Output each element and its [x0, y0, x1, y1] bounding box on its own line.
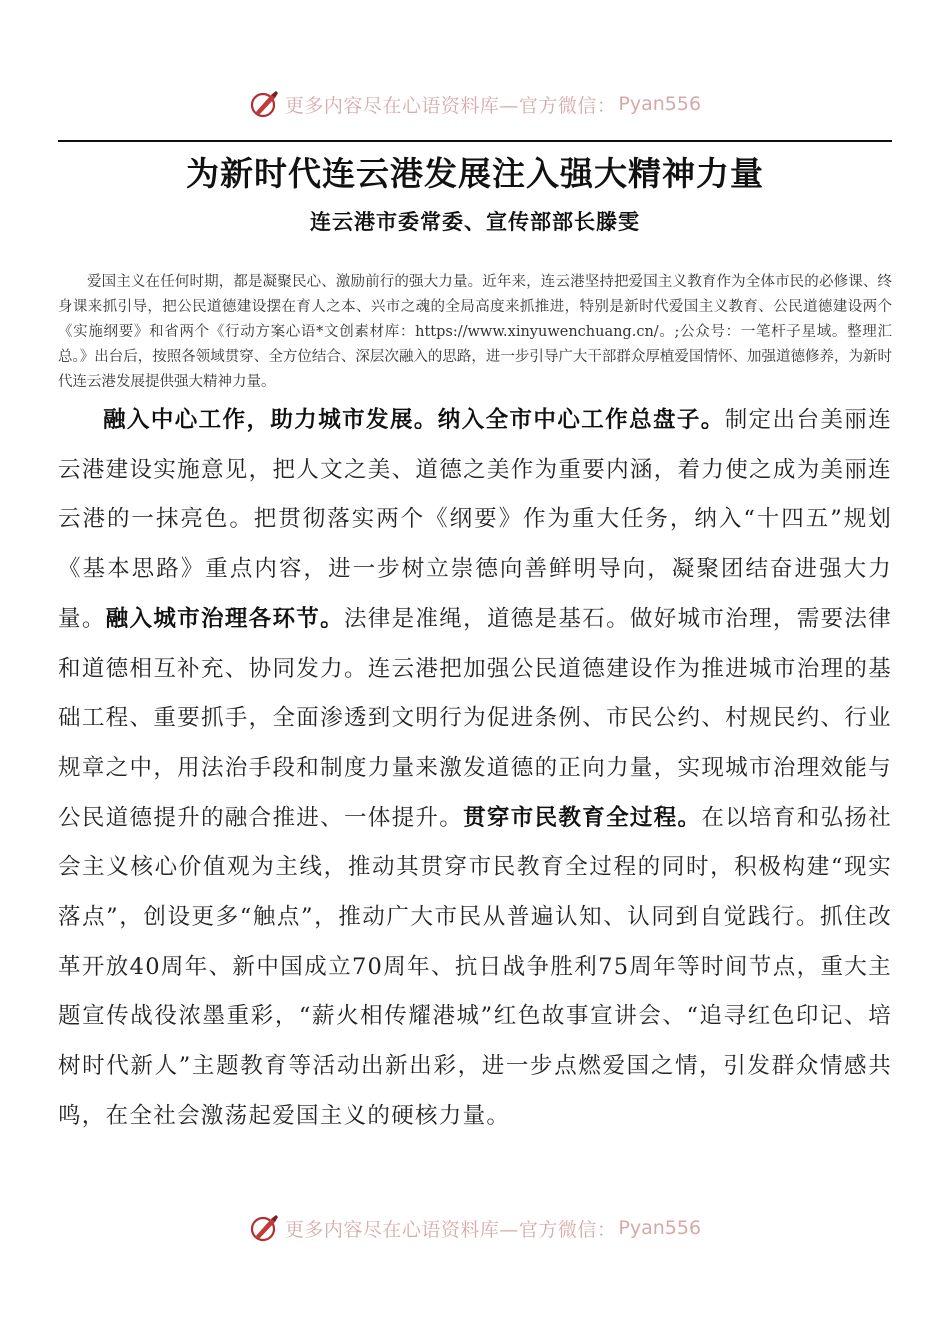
watermark-top: [0, 84, 950, 124]
article-intro: 爱国主义在任何时期，都是凝聚民心、激励前行的强大力量。近年来，连云港坚持把爱国主义教育作为全体市民的必修课、终身课来抓引导，把公民道德建设摆在育人之本、兴市之魂的全局高度来抓推进，特别是新时代爱国主义教育、公民道德建设两个《实施纲要》和省两个《行动方案心语*文创素材库：https://www.xinyuwenchuang.cn/。;公众号：一笔杆子星域。整理汇总。》出台后，按照各领域贯穿、全方位结合、深层次融入的思路，进一步引导广大干部群众厚植爱国情怀、加强道德修养，为新时代连云港发展提供强大精神力量。: [58, 274, 892, 390]
article-body-paragraph: [58, 396, 892, 1142]
subsection-heading: 融入城市治理各环节。: [105, 605, 344, 632]
article-title: 为新时代连云港发展注入强大精神力量: [186, 154, 764, 193]
watermark-wechat-id: Pyan556: [618, 1217, 702, 1239]
article-author: 连云港市委常委、宣传部部长滕雯: [310, 209, 640, 234]
section-heading: 融入中心工作，助力城市发展。: [103, 407, 438, 433]
body-text: 在以培育和弘扬社会主义核心价值观为主线，推动其贯穿市民教育全过程的同时，积极构建“现实落点”，创设更多“触点”，推动广大市民从普遍认知、认同到自觉践行。抓住改革开放40周年、新中国成立70周年、抗日战争胜利75周年等时间节点，重大主题宣传战役浓墨重彩，“薪火相传耀港城”红色故事宣讲会、“追寻红色印记、培树时代新人”主题教育等活动出新出彩，进一步点燃爱国之情，引发群众情感共鸣，在全社会激荡起爱国主义的硬核力量。: [58, 804, 892, 1129]
watermark-wechat-id: Pyan556: [618, 93, 702, 115]
body-text: 法律是准绳，道德是基石。做好城市治理，需要法律和道德相互补充、协同发力。连云港把加强公民道德建设作为推进城市治理的基础工程、重要抓手，全面渗透到文明行为促进条例、市民公约、村规民约、行业规章之中，用法治手段和制度力量来激发道德的正向力量，实现城市治理效能与公民道德提升的融合推进、一体提升。: [58, 605, 892, 831]
watermark-text: 更多内容尽在心语资料库—官方微信：: [284, 1218, 617, 1241]
pen-logo-icon: [249, 89, 279, 119]
watermark-bottom: [0, 1208, 950, 1248]
body-text: 制定出台美丽连云港建设实施意见，把人文之美、道德之美作为重要内涵，着力使之成为美丽连云港的一抹亮色。把贯彻落实两个《纲要》作为重大任务，纳入“十四五”规划《基本思路》重点内容，进一步树立崇德向善鲜明导向，凝聚团结奋进强大力量。: [58, 407, 893, 632]
watermark-text: 更多内容尽在心语资料库—官方微信：: [284, 94, 617, 117]
header-rule: [58, 140, 892, 142]
subsection-heading: 贯穿市民教育全过程。: [463, 804, 702, 831]
pen-logo-icon: [249, 1213, 279, 1243]
subsection-heading: 纳入全市中心工作总盘子。: [437, 407, 725, 433]
